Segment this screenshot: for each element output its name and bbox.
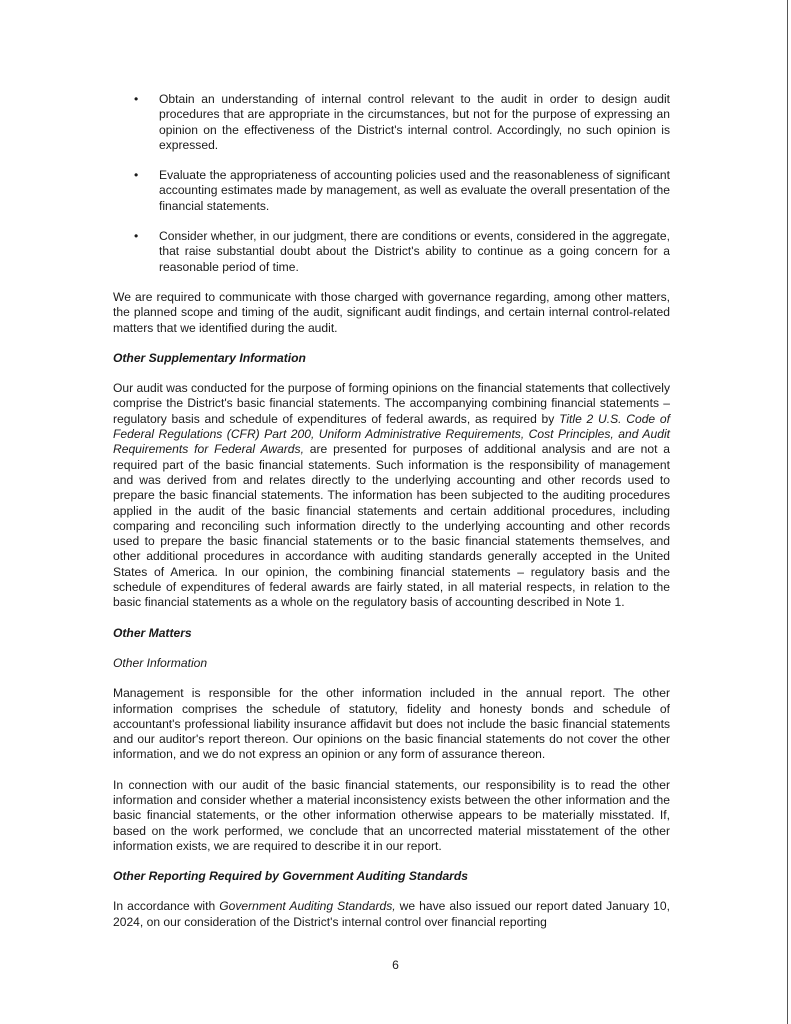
bullet-point-icon: • bbox=[134, 92, 139, 106]
procedures-bullet-list bbox=[113, 92, 670, 275]
bullet-item bbox=[113, 168, 670, 214]
supplementary-paragraph bbox=[113, 381, 670, 610]
other-information-paragraph-1: Management is responsible for the other information included in the annual report. The other information comprises the schedule of statutory, fidelity and honesty bonds and schedule of accountant's professional liability insurance affidavit but does not include the basic financial statements and our auditor's report thereon. Our opinions on the basic financial statements do not cover the other information, and we do not express an opinion or any form of assurance thereon. bbox=[113, 686, 670, 762]
governance-paragraph: We are required to communicate with those charged with governance regarding, among other matters, the planned scope and timing of the audit, significant audit findings, and certain internal control-related matters that we identified during the audit. bbox=[113, 289, 670, 335]
page-number: 6 bbox=[392, 958, 399, 972]
bullet-text: Evaluate the appropriateness of accounting policies used and the reasonableness of significant accounting estimates made by management, as well as evaluate the overall presentation of the financial statements. bbox=[159, 168, 670, 213]
supplementary-regulation-title: Title 2 U.S. Code of Federal Regulations (CFR) Part 200, Uniform Administrative Requirements, Cost Principles, and Audit Requirements for Federal Awards, bbox=[113, 411, 670, 457]
gas-paragraph bbox=[113, 899, 670, 930]
other-information-paragraph-2: In connection with our audit of the basic financial statements, our responsibility is to read the other information and consider whether a material inconsistency exists between the other information and the basic financial statements, or the other information otherwise appears to be materially misstated. If, based on the work performed, we conclude that an uncorrected material misstatement of the other information exists, we are required to describe it in our report. bbox=[113, 777, 670, 853]
other-matters-heading: Other Matters bbox=[113, 625, 192, 640]
bullet-item bbox=[113, 229, 670, 275]
bullet-text: Obtain an understanding of internal control relevant to the audit in order to design audit procedures that are appropriate in the circumstances, but not for the purpose of expressing an opinion on the effectiveness of the District's internal control. Accordingly, no such opinion is expressed. bbox=[159, 92, 670, 152]
other-information-subheading: Other Information bbox=[113, 655, 208, 670]
gas-text-part1: In accordance with bbox=[113, 899, 220, 914]
bullet-text: Consider whether, in our judgment, there are conditions or events, considered in the aggregate, that raise substantial doubt about the District's ability to continue as a going concern for a reasonable period of time. bbox=[159, 229, 670, 274]
supplementary-text-part2: are presented for purposes of additional analysis and are not a required part of the basic financial statements. Such information is the responsibility of management and was derived from and relates directly to the underlying accounting and other records used to prepare the basic financial statements. The information has been subjected to the auditing procedures applied in the audit of the basic financial statements and certain additional procedures, including comparing and reconciling such information directly to the underlying accounting and other records used to prepare the basic financial statements or to the basic financial statements themselves, and other additional procedures in accordance with auditing standards generally accepted in the United States of America. In our opinion, the combining financial statements – regulatory basis and the schedule of expenditures of federal awards are fairly stated, in all material respects, in relation to the basic financial statements as a whole on the regulatory basis of accounting described in Note 1. bbox=[113, 442, 670, 610]
bullet-item bbox=[113, 92, 670, 153]
gas-heading: Other Reporting Required by Government Auditing Standards bbox=[113, 869, 468, 884]
bullet-point-icon: • bbox=[134, 229, 139, 244]
scan-edge-line bbox=[787, 0, 788, 1024]
gas-text-part2: we have also issued our report dated January 10, 2024, on our consideration of the District's internal control over financial reporting bbox=[113, 899, 670, 929]
supplementary-heading: Other Supplementary Information bbox=[113, 350, 306, 365]
supplementary-text-part1: Our audit was conducted for the purpose of forming opinions on the financial statements that collectively comprise the District's basic financial statements. The accompanying combining financial statements – regulatory basis and schedule of expenditures of federal awards, as required by bbox=[113, 381, 670, 426]
gas-standards-title: Government Auditing Standards, bbox=[219, 899, 396, 914]
page-content bbox=[113, 92, 670, 945]
bullet-point-icon: • bbox=[134, 168, 139, 183]
